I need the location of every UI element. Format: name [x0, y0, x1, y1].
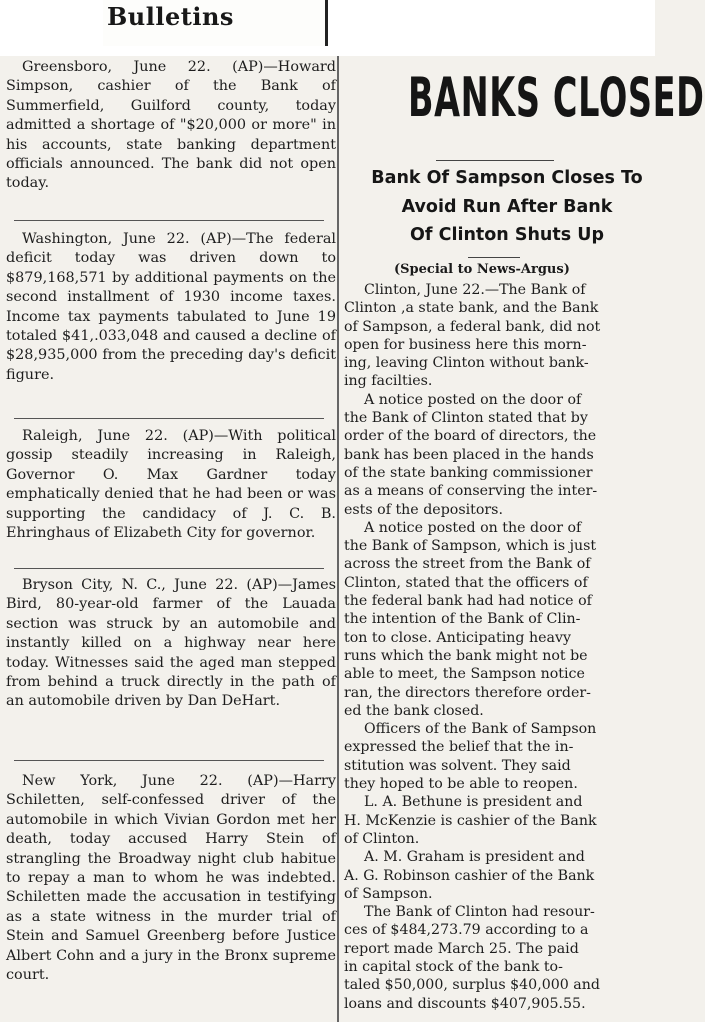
article-line: of Sampson, a federal bank, did not — [344, 318, 601, 335]
subhead-line: Bank Of Sampson Closes To — [371, 168, 643, 188]
article-line: ests of the depositors. — [344, 501, 503, 518]
article-line: runs which the bank might not be — [344, 647, 588, 664]
article-line: in capital stock of the bank to- — [344, 958, 563, 975]
article-line: of Clinton. — [344, 830, 420, 847]
subhead-rule — [468, 257, 520, 258]
article-line: report made March 25. The paid — [344, 940, 579, 957]
article-body — [342, 281, 682, 1013]
article-line: A. G. Robinson cashier of the Bank — [344, 867, 595, 884]
bulletin-text: Bryson City, N. C., June 22. (AP)—James Bird, 80-year-old farmer of the Lauada section was struck by an automobile and instantly killed on a highway near here today. Witnesses said the aged man stepped from behind a truck directly in the path of an automobile driven by Dan DeHart. — [6, 577, 336, 710]
article-line: A notice posted on the door of — [364, 519, 582, 536]
article-line: ing, leaving Clinton without bank- — [344, 355, 589, 372]
bulletin-raleigh — [6, 427, 336, 543]
article-line: as a means of conserving the inter- — [344, 483, 598, 500]
article-line: bank has been placed in the hands — [344, 446, 594, 463]
article-line: of the state banking commissioner — [344, 464, 593, 481]
article-line: A notice posted on the door of — [364, 391, 582, 408]
bulletin-separator — [14, 220, 324, 221]
dateline: (Special to News-Argus) — [394, 262, 570, 277]
subheadline — [342, 164, 672, 250]
article-line: the Bank of Clinton stated that by — [344, 410, 588, 427]
article-line: stitution was solvent. They said — [344, 757, 571, 774]
article-line: ing facilties. — [344, 373, 433, 390]
bulletin-text: Washington, June 22. (AP)—The federal deficit today was driven down to $879,168,571 by additional payments on the second installment of 1930 income taxes. Income tax payments tabulated to June 19 totaled $41,.033,048 and caused a decline of $28,935,000 from the preceding day's deficit figure. — [6, 231, 336, 383]
article-line: of Sampson. — [344, 885, 433, 902]
article-line: ran, the directors therefore order- — [344, 684, 591, 701]
bulletin-text: New York, June 22. (AP)—Harry Schiletten, self-confessed driver of the automobile in which Vivian Gordon met her death, today accused Harry Stein of strangling the Broadway night club habitue to repay a man to whom he was indebted. Schiletten made the accusation in testifying as a state witness in the murder trial of Stein and Samuel Greenberg before Justice Albert Cohn and a jury in the Bronx supreme court. — [6, 773, 336, 984]
bulletins-column — [0, 56, 336, 1022]
article-line: Clinton, stated that the officers of — [344, 574, 588, 591]
article-line: order of the board of directors, the — [344, 428, 597, 445]
article-line: H. McKenzie is cashier of the Bank — [344, 812, 597, 829]
headline-rule — [436, 160, 554, 161]
main-story-column — [342, 56, 705, 1022]
subhead-line: Avoid Run After Bank — [401, 196, 613, 217]
bulletins-header — [103, 0, 328, 46]
article-line: ton to close. Anticipating heavy — [344, 629, 571, 646]
bulletin-new-york — [6, 772, 336, 985]
article-line: The Bank of Clinton had resour- — [364, 904, 595, 921]
subhead-line: Of Clinton Shuts Up — [410, 225, 604, 245]
bulletin-text: Raleigh, June 22. (AP)—With political gossip steadily increasing in Raleigh, Governor O. Max Gardner today emphatically denied that he had been or was supporting the candidacy of J. C. B. Ehringhaus of Elizabeth City for governor. — [6, 428, 336, 542]
column-divider — [337, 56, 339, 1022]
bulletin-washington — [6, 230, 336, 385]
bulletin-separator — [14, 760, 324, 761]
article-line: the federal bank had had notice of — [344, 593, 592, 610]
bulletin-separator — [14, 568, 324, 569]
main-headline: BANKS CLOSED — [408, 66, 705, 129]
article-line: the intention of the Bank of Clin- — [344, 611, 581, 628]
article-line: able to meet, the Sampson notice — [344, 666, 585, 683]
article-line: loans and discounts $407,905.55. — [344, 995, 586, 1012]
bulletin-greensboro — [6, 58, 336, 194]
bulletins-title: Bulletins — [107, 2, 234, 31]
article-line: L. A. Bethune is president and — [364, 794, 583, 811]
bulletin-bryson-city — [6, 576, 336, 712]
article-line: Clinton ,a state bank, and the Bank — [344, 300, 599, 317]
article-line: taled $50,000, surplus $40,000 and — [344, 977, 600, 994]
bulletin-text: Greensboro, June 22. (AP)—Howard Simpson, cashier of the Bank of Summerfield, Guilford county, today admitted a shortage of "$20,000 or more" in his accounts, state banking department officials announced. The bank did not open today. — [6, 59, 336, 192]
article-line: Officers of the Bank of Sampson — [364, 721, 597, 738]
article-line: ces of $484,273.79 according to a — [344, 922, 589, 939]
article-line: open for business here this morn- — [344, 336, 587, 353]
bulletin-separator — [14, 418, 324, 419]
article-line: the Bank of Sampson, which is just — [344, 538, 597, 555]
article-line: expressed the belief that the in- — [344, 739, 574, 756]
article-line: Clinton, June 22.—The Bank of — [364, 282, 586, 298]
article-line: across the street from the Bank of — [344, 556, 591, 573]
article-line: they hoped to be able to reopen. — [344, 776, 578, 793]
article-line: ed the bank closed. — [344, 702, 484, 719]
article-line: A. M. Graham is president and — [364, 849, 585, 866]
